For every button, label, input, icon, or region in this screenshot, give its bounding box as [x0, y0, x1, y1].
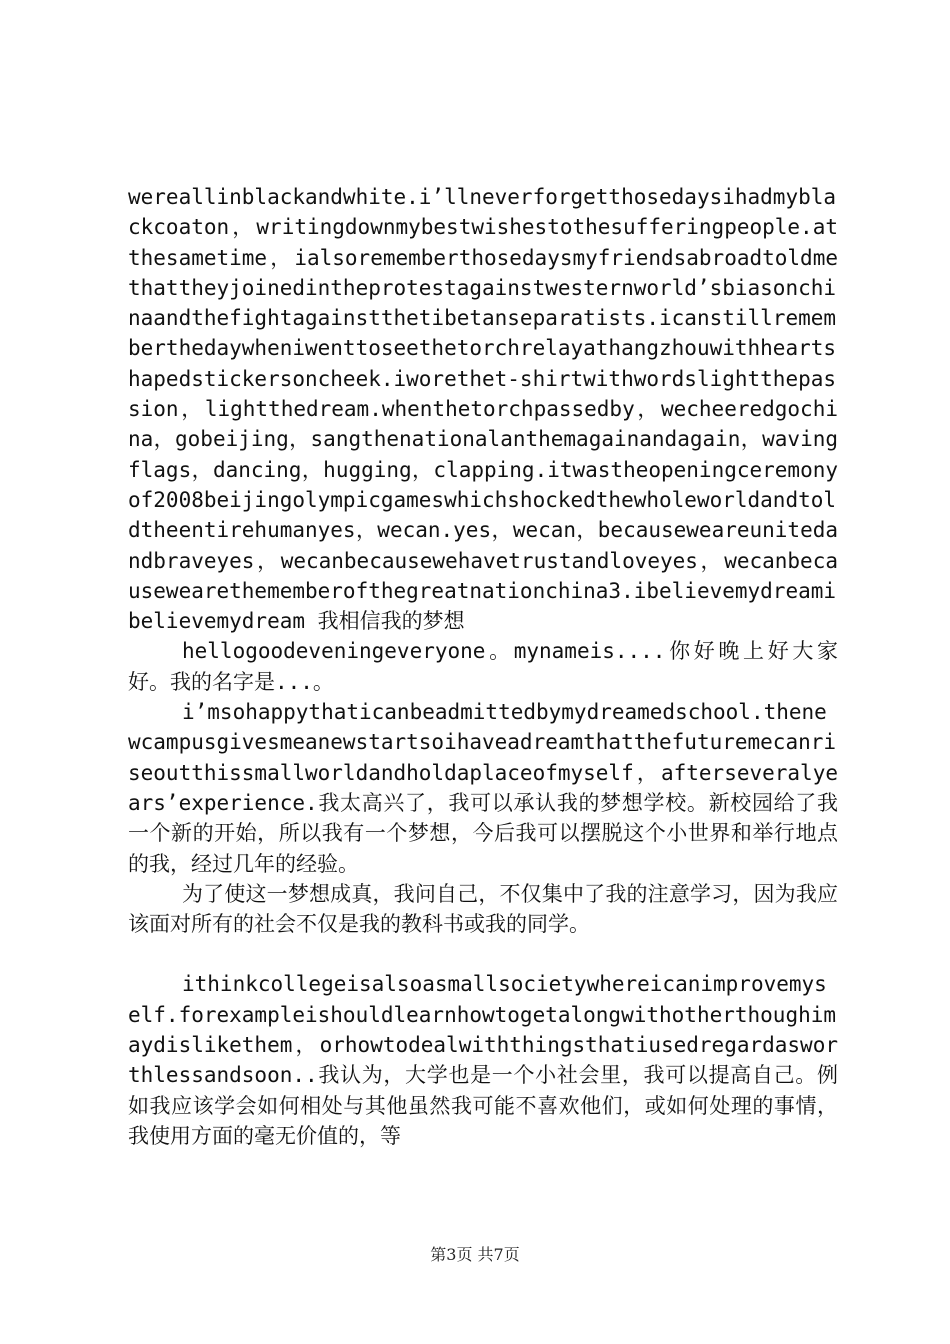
page-number-footer: 第3页 共7页	[430, 1245, 520, 1264]
paragraph-realize-dream: 为了使这一梦想成真，我问自己，不仅集中了我的注意学习，因为我应该面对所有的社会不仅是我的教科书或我的同学。	[128, 881, 838, 937]
paragraph-dream-school: i’msohappythaticanbeadmittedbymydreamedschool.thenewcampusgivesmeanewstartsoihaveadreamthatthefuturemecanriseoutthissmallworldandholdaplaceofmyself，afterseveralyears’experience.我太高兴了，我可以承认我的梦想学校。新校园给了我一个新的开始，所以我有一个梦想，今后我可以摆脱这个小世界和举行地点的我，经过几年的经验。	[128, 700, 838, 876]
paragraph-olympics: wereallinblackandwhite.i’llneverforgetthosedaysihadmyblackcoaton，writingdownmybestwishestothesufferingpeople.atthesametime，ialsorememberthosedaysmyfriendsabroadtoldmethattheyjoinedintheprotestagainstwesternworld’sbiasonchinaandthefightagainstthetibetanseparatists.icanstillrememberthedaywheniwenttoseethetorchrelayathangzhouwithheartshapedstickersoncheek.iworethet-shirtwithwordslightthepassion，lightthedream.whenthetorchpassedby，wecheeredgochina，gobeijing，sangthenationalanthemagainandagain，wavingflags，dancing，hugging，clapping.itwastheopeningceremonyof2008beijingolympicgameswhichshockedthewholeworldandtoldtheentirehumanyes，wecan.yes，wecan，becauseweareunitedandbraveyes，wecanbecausewehavetrustandloveyes，wecanbecausewearethememberofthegreatnationchina3.ibelievemydreamibelievemydream 我相信我的梦想	[128, 185, 838, 634]
document-body	[128, 182, 838, 1151]
paragraph-college-society: ithinkcollegeisalsoasmallsocietywhereicanimprovemyself.forexampleishouldlearnhowtogetalongwithotherthoughimaydislikethem，orhowtodealwiththingsthatiusedregardasworthlessandsoon..我认为，大学也是一个小社会里，我可以提高自己。例如我应该学会如何相处与其他虽然我可能不喜欢他们，或如何处理的事情，我使用方面的毫无价值的，等	[128, 972, 838, 1148]
paragraph-greeting: hellogoodeveningeveryone。mynameis....你好晚上好大家好。我的名字是...。	[128, 639, 838, 694]
